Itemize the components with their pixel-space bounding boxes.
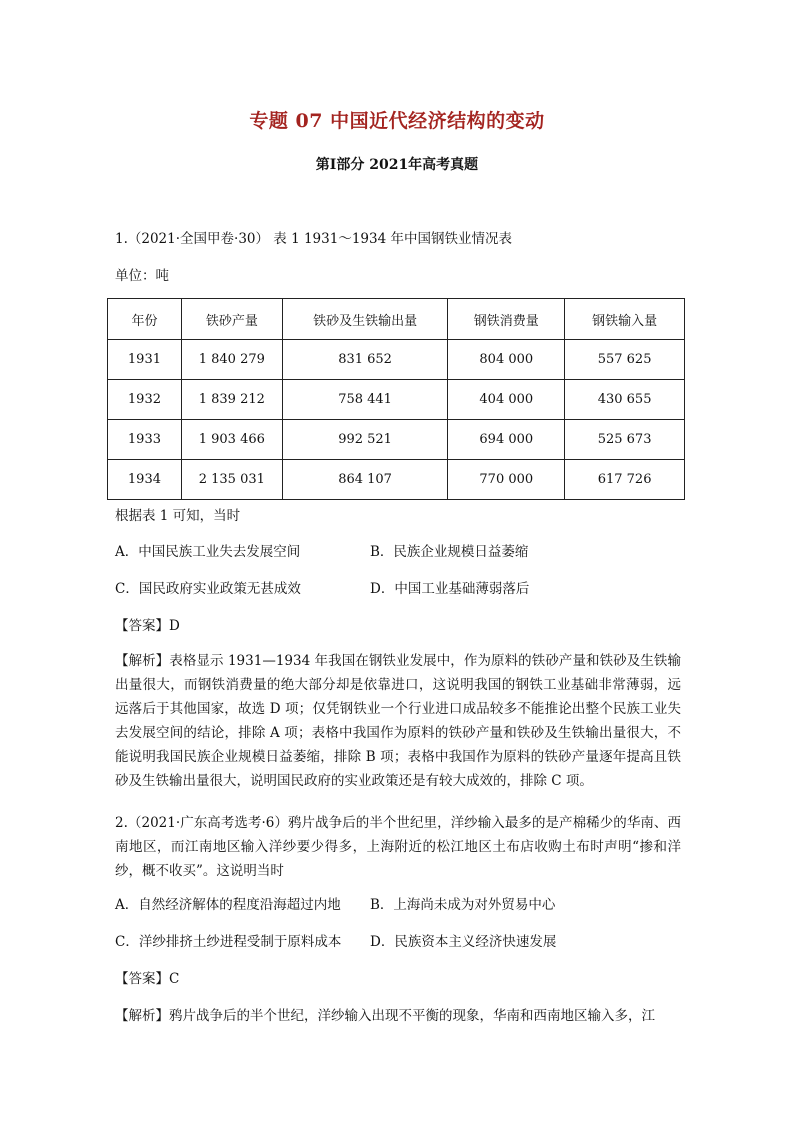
question-1-prompt: 根据表 1 可知，当时 [115, 508, 241, 524]
q2-analysis: 【解析】鸦片战争后的半个世纪，洋纱输入出现不平衡的现象，华南和西南地区输入多，江 [115, 1008, 655, 1024]
q2-option-c: C．洋纱排挤土纱进程受制于原料成本 [115, 934, 342, 950]
q1-option-c: C．国民政府实业政策无甚成效 [115, 581, 301, 597]
table-cell: 1 840 279 [181, 340, 282, 380]
q1-option-b: B．民族企业规模日益萎缩 [370, 544, 529, 560]
table-cell: 404 000 [448, 380, 565, 420]
table-header-row [108, 299, 685, 340]
steel-industry-table [107, 298, 685, 500]
table-cell: 617 726 [565, 460, 685, 500]
table-header-cell: 钢铁输入量 [565, 299, 685, 340]
table-cell: 430 655 [565, 380, 685, 420]
table-cell: 1932 [108, 380, 182, 420]
q1-analysis: 【解析】表格显示 1931—1934 年我国在钢铁业发展中，作为原料的铁砂产量和铁砂及生铁输出量很大，而钢铁消费量的绝大部分却是依靠进口，这说明我国的钢铁工业基础非常薄弱，远远落后于其他国家，故选 D 项；仅凭钢铁业一个行业进口成品较多不能推论出整个民族工业失去发展空间的结论，排除 A 项；表格中我国作为原料的铁砂产量和铁砂及生铁输出量很大，不能说明我国民族企业规模日益萎缩，排除 B 项；表格中我国作为原料的铁砂产量逐年提高且铁砂及生铁输出量很大，说明国民政府的实业政策还是有较大成效的，排除 C 项。 [115, 653, 681, 789]
table-cell: 1934 [108, 460, 182, 500]
table-cell: 770 000 [448, 460, 565, 500]
table-cell: 1931 [108, 340, 182, 380]
question-1-stem: 1.（2021·全国甲卷·30） 表 1 1931～1934 年中国钢铁业情况表 [115, 231, 512, 247]
table-cell: 758 441 [282, 380, 448, 420]
table-cell: 804 000 [448, 340, 565, 380]
table-cell: 525 673 [565, 420, 685, 460]
table-cell: 831 652 [282, 340, 448, 380]
section-subtitle: 第Ⅰ部分 2021年高考真题 [315, 157, 479, 173]
q1-option-a: A．中国民族工业失去发展空间 [115, 544, 301, 560]
table-cell: 864 107 [282, 460, 448, 500]
q2-answer: 【答案】C [115, 971, 180, 987]
table-cell: 557 625 [565, 340, 685, 380]
q2-option-d: D．民族资本主义经济快速发展 [370, 934, 557, 950]
table-header-cell: 年份 [108, 299, 182, 340]
document-title: 专题 07 中国近代经济结构的变动 [249, 110, 545, 132]
table-cell: 2 135 031 [181, 460, 282, 500]
question-2-stem: 2.（2021·广东高考选考·6）鸦片战争后的半个世纪里，洋纱输入最多的是产棉稀少的华南、西南地区，而江南地区输入洋纱要少得多，上海附近的松江地区土布店收购土布时声明“掺和洋纱，概不收买”。这说明当时 [115, 815, 681, 879]
q2-option-a: A．自然经济解体的程度沿海超过内地 [115, 897, 341, 913]
table-cell: 694 000 [448, 420, 565, 460]
table-row [108, 380, 685, 420]
q1-answer: 【答案】D [115, 618, 180, 634]
q2-option-b: B．上海尚未成为对外贸易中心 [370, 897, 556, 913]
table-cell: 1933 [108, 420, 182, 460]
table-header-cell: 铁砂及生铁输出量 [282, 299, 448, 340]
table-header-cell: 钢铁消费量 [448, 299, 565, 340]
q1-option-d: D．中国工业基础薄弱落后 [370, 581, 530, 597]
table-row [108, 460, 685, 500]
table-row [108, 420, 685, 460]
table-cell: 1 839 212 [181, 380, 282, 420]
table-cell: 992 521 [282, 420, 448, 460]
table-cell: 1 903 466 [181, 420, 282, 460]
table-row [108, 340, 685, 380]
table-header-cell: 铁砂产量 [181, 299, 282, 340]
table-unit: 单位：吨 [115, 268, 169, 284]
